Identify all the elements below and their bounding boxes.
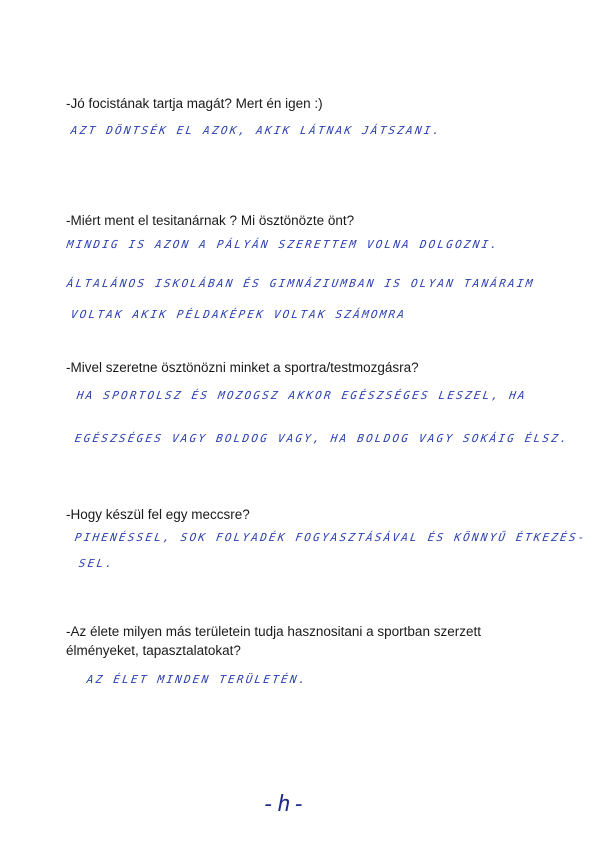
page-number: -h-: [262, 792, 308, 817]
question-4: -Hogy készül fel egy meccsre?: [66, 507, 250, 522]
question-2: -Miért ment el tesitanárnak ? Mi ösztönözte önt?: [66, 213, 355, 228]
question-3: -Mivel szeretne ösztönözni minket a sportra/testmozgásra?: [66, 360, 419, 375]
answer-2-line-1: MINDIG IS AZON A PÁLYÁN SZERETTEM VOLNA DOLGOZNI.: [66, 238, 501, 251]
answer-2-line-2: ÁLTALÁNOS ISKOLÁBAN ÉS GIMNÁZIUMBAN IS OLYAN TANÁRAIM: [66, 277, 536, 290]
answer-4-line-1: PIHENÉSSEL, SOK FOLYADÉK FOGYASZTÁSÁVAL ÉS KÖNNYŰ ÉTKEZÉS-: [74, 531, 588, 544]
answer-3-line-2: EGÉSZSÉGES VAGY BOLDOG VAGY, HA BOLDOG VAGY SOKÁIG ÉLSZ.: [74, 432, 570, 445]
answer-3-line-1: HA SPORTOLSZ ÉS MOZOGSZ AKKOR EGÉSZSÉGES LESZEL, HA: [76, 389, 528, 402]
answer-5-line-1: AZ ÉLET MINDEN TERÜLETÉN.: [86, 673, 309, 686]
answer-4-line-2: SEL.: [78, 557, 116, 570]
question-1: -Jó focistának tartja magát? Mert én igen :): [66, 96, 323, 111]
question-5: -Az élete milyen más területein tudja hasznositani a sportban szerzett élményeket, tapasztalatokat?: [66, 624, 481, 658]
answer-2-line-3: VOLTAK AKIK PÉLDAKÉPEK VOLTAK SZÁMOMRA: [70, 308, 408, 321]
answer-1-line-1: AZT DÖNTSÉK EL AZOK, AKIK LÁTNAK JÁTSZANI.: [70, 124, 443, 137]
